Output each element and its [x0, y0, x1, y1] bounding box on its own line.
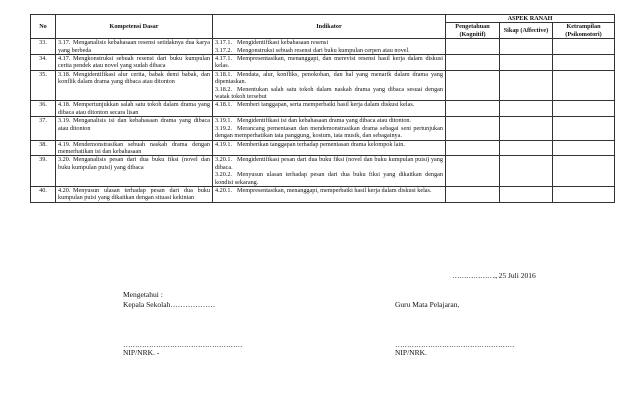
indikator-item — [215, 187, 443, 194]
row-number: 40. — [31, 186, 56, 202]
sikap-cell — [500, 55, 553, 71]
indikator-number: 4.19.1. — [215, 140, 233, 148]
indikator-item — [215, 39, 443, 46]
right-nip: NIP/NRK. — [395, 348, 427, 357]
indikator-cell — [213, 186, 446, 202]
kompetensi-number: 3.20. — [58, 156, 71, 164]
pengetahuan-cell — [446, 55, 500, 71]
indikator-text: Mengonstruksi sebuah resensi dari buku kumpulan cerpen atau novel. — [237, 46, 410, 54]
table-row — [31, 55, 615, 71]
kompetensi-entry — [58, 156, 210, 171]
keterampilan-cell — [553, 140, 615, 156]
indikator-number: 3.19.1. — [215, 117, 233, 125]
header-pengetahuan: Pengetahuan (Kognitif) — [446, 23, 500, 39]
table-row — [31, 140, 615, 156]
keterampilan-cell — [553, 70, 615, 101]
indikator-text: Mempresentasikan, menanggapi, memperbaiki hasil kerja dalam diskusi kelas. — [237, 186, 432, 194]
kompetensi-number: 4.19. — [58, 140, 71, 148]
header-indikator: Indikator — [213, 15, 446, 39]
header-sikap: Sikap (Affective) — [500, 23, 553, 39]
row-number: 34. — [31, 55, 56, 71]
indikator-number: 3.20.2. — [215, 171, 233, 179]
indikator-item — [215, 141, 443, 148]
row-number: 39. — [31, 156, 56, 187]
kompetensi-entry — [58, 71, 210, 86]
signature-date — [452, 271, 536, 280]
sikap-cell — [500, 156, 553, 187]
keterampilan-cell — [553, 101, 615, 117]
row-number: 37. — [31, 117, 56, 140]
kompetensi-number: 4.17. — [58, 55, 71, 63]
kompetensi-text: Mempertunjukkan salah satu tokoh dalam drama yang dibaca atau ditonton secara lisan — [58, 101, 210, 116]
kepala-sekolah-label: Kepala Sekolah……………… — [123, 300, 216, 309]
row-number: 38. — [31, 140, 56, 156]
indikator-item — [215, 86, 443, 101]
indikator-cell — [213, 140, 446, 156]
indikator-item — [215, 71, 443, 86]
kompetensi-cell — [56, 101, 213, 117]
kompetensi-number: 3.17. — [58, 39, 71, 47]
indikator-number: 4.17.1. — [215, 55, 233, 63]
keterampilan-cell — [553, 156, 615, 187]
header-kompetensi: Kompetensi Dasar — [56, 15, 213, 39]
table-row — [31, 39, 615, 55]
indikator-number: 3.20.1. — [215, 156, 233, 164]
indikator-item — [215, 171, 443, 186]
kompetensi-cell — [56, 70, 213, 101]
indikator-text: Menyusun ulasan terhadap pesan dari dua buku fiksi yang dikaitkan dengan kondisi sekarang. — [215, 171, 443, 186]
pengetahuan-cell — [446, 101, 500, 117]
kompetensi-entry — [58, 117, 210, 132]
header-keterampilan: Ketrampilan (Psikomotori) — [553, 23, 615, 39]
indikator-cell — [213, 39, 446, 55]
indikator-number: 3.17.1. — [215, 39, 233, 47]
indikator-cell — [213, 55, 446, 71]
sikap-cell — [500, 101, 553, 117]
date-dots: ………………., — [452, 271, 497, 280]
kompetensi-text: Menganalisis isi dan kebahasaan drama yang dibaca atau ditonton — [58, 117, 210, 132]
kompetensi-text: Mengkonstruksi sebuah resensi dari buku kumpulan cerita pendek atau novel yang sudah dibaca — [58, 55, 210, 70]
table-row — [31, 156, 615, 187]
kompetensi-text: Menyusun ulasan terhadap pesan dari dua buku kumpulan puisi yang dikaitkan dengan situasi kekinian — [58, 186, 210, 202]
row-number: 35. — [31, 70, 56, 101]
indikator-text: Mengidentifikasi kebahasaan resensi — [237, 39, 329, 47]
kompetensi-cell — [56, 55, 213, 71]
sikap-cell — [500, 186, 553, 202]
kompetensi-number: 4.18. — [58, 101, 71, 109]
indikator-text: Mempresentasikan, menanggapi, dan merevisi resensi hasil kerja dalam diskusi kelas. — [215, 55, 443, 70]
pengetahuan-cell — [446, 117, 500, 140]
indikator-cell — [213, 156, 446, 187]
indikator-number: 3.19.2. — [215, 124, 233, 132]
indikator-text: Mengidentifikasi pesan dari dua buku fiksi (novel dan buku kumpulan puisi) yang dibaca. — [215, 156, 443, 171]
indikator-item — [215, 125, 443, 140]
date-text: 25 Juli 2016 — [498, 271, 536, 280]
indikator-number: 4.20.1. — [215, 186, 233, 194]
indikator-item — [215, 101, 443, 108]
kompetensi-entry — [58, 187, 210, 202]
pengetahuan-cell — [446, 70, 500, 101]
indikator-number: 3.18.2. — [215, 85, 233, 93]
pengetahuan-cell — [446, 156, 500, 187]
kompetensi-text: Mengidentifikasi alur cerita, babak demi babak, dan konflik dalam drama yang dibaca atau ditonton — [58, 70, 210, 86]
row-number: 33. — [31, 39, 56, 55]
kompetensi-number: 4.20. — [58, 186, 71, 194]
left-nip: NIP/NRK. - — [123, 348, 160, 357]
kompetensi-cell — [56, 39, 213, 55]
table-row — [31, 70, 615, 101]
indikator-cell — [213, 70, 446, 101]
kompetensi-entry — [58, 55, 210, 70]
kompetensi-cell — [56, 186, 213, 202]
left-signature-line: …………………………………………… — [123, 340, 242, 349]
pengetahuan-cell — [446, 140, 500, 156]
pengetahuan-cell — [446, 39, 500, 55]
kompetensi-text: Menganalisis kebahasaan resensi setidaknya dua karya yang berbeda — [58, 39, 210, 54]
kompetensi-entry — [58, 101, 210, 116]
keterampilan-cell — [553, 39, 615, 55]
kompetensi-entry — [58, 141, 210, 156]
table-header-row — [31, 15, 615, 23]
header-no: No — [31, 15, 56, 39]
table-row — [31, 101, 615, 117]
table-row — [31, 117, 615, 140]
indikator-number: 3.18.1. — [215, 70, 233, 78]
header-aspek: ASPEK RANAH — [446, 15, 615, 23]
indikator-text: Memberikan tanggapan terhadap pementasan drama kelompok lain. — [237, 140, 405, 148]
right-signature-line: …………………………………………… — [395, 340, 514, 349]
indikator-number: 3.17.2. — [215, 46, 233, 54]
kompetensi-cell — [56, 140, 213, 156]
table-row — [31, 186, 615, 202]
indikator-item — [215, 156, 443, 171]
indikator-item — [215, 47, 443, 54]
mengetahui-label: Mengetahui : — [123, 290, 163, 299]
kompetensi-cell — [56, 117, 213, 140]
row-number: 36. — [31, 101, 56, 117]
indikator-cell — [213, 117, 446, 140]
indikator-text: Merancang pementasan dan mendemonstrasikan drama sebagai seni pertunjukan dengan memperhatikan tata panggung, kostum, tata musik, dan sebagainya. — [215, 124, 443, 140]
keterampilan-cell — [553, 117, 615, 140]
kompetensi-cell — [56, 156, 213, 187]
indikator-text: Memberi tanggapan, serta memperbaiki hasil kerja dalam diskusi kelas. — [237, 101, 415, 109]
pengetahuan-cell — [446, 186, 500, 202]
kompetensi-number: 3.18. — [58, 70, 71, 78]
keterampilan-cell — [553, 186, 615, 202]
kompetensi-text: Mendemonstrasikan sebuah naskah drama dengan memerhatikan isi dan kebahasaan — [58, 140, 210, 155]
indikator-text: Menentukan salah satu tokoh dalam naskah drama yang dibaca sesuai dengan watak tokoh tersebut — [215, 85, 443, 101]
table-body — [31, 39, 615, 203]
indikator-item — [215, 55, 443, 70]
sikap-cell — [500, 39, 553, 55]
kompetensi-number: 3.19. — [58, 117, 71, 125]
keterampilan-cell — [553, 55, 615, 71]
sikap-cell — [500, 70, 553, 101]
indikator-cell — [213, 101, 446, 117]
kompetensi-text: Menganalisis pesan dari dua buku fiksi (novel dan buku kumpulan puisi) yang dibaca — [58, 156, 210, 171]
competency-table — [30, 14, 615, 203]
indikator-text: Mendata, alur, konfliks, penokohan, dan hal yang menarik dalam drama yang dipentaskan. — [215, 70, 443, 86]
guru-label: Guru Mata Pelajaran, — [395, 300, 460, 309]
indikator-text: Mengidentifikasi isi dan kebahasaan drama yang dibaca atau ditonton. — [237, 117, 412, 125]
sikap-cell — [500, 117, 553, 140]
indikator-number: 4.18.1. — [215, 101, 233, 109]
kompetensi-entry — [58, 39, 210, 54]
indikator-item — [215, 117, 443, 124]
sikap-cell — [500, 140, 553, 156]
